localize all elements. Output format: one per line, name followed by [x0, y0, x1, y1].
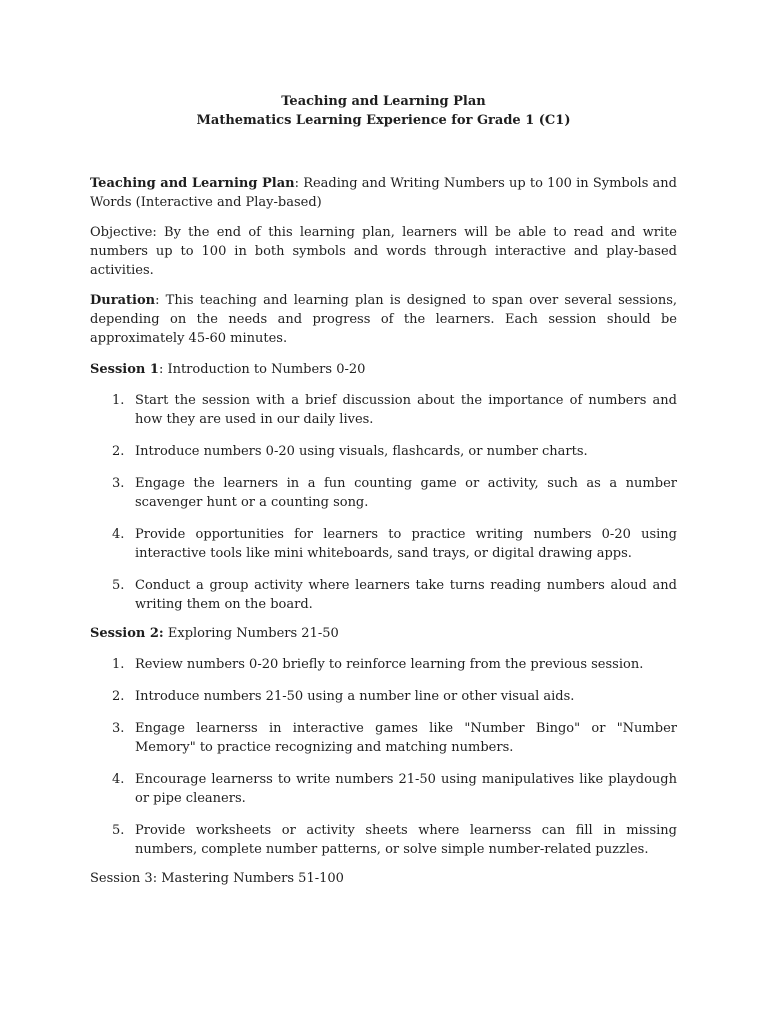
list-item-text: Start the session with a brief discussion about the importance of numbers and how they are used in our daily lives.	[135, 393, 677, 427]
list-item-text: Introduce numbers 21-50 using a number line or other visual aids.	[135, 689, 575, 704]
list-item-number: 1.	[112, 657, 125, 672]
list-item	[90, 655, 677, 674]
list-item	[90, 719, 677, 757]
document-title	[90, 92, 677, 130]
list-item	[90, 576, 677, 614]
document-page	[90, 92, 677, 888]
list-item	[90, 442, 677, 461]
list-item	[90, 770, 677, 808]
list-item-number: 4.	[112, 772, 125, 787]
session-1-heading	[90, 360, 677, 379]
session-1-label: Session 1	[90, 362, 159, 377]
session-1-title: : Introduction to Numbers 0-20	[158, 362, 366, 377]
list-item-text: Encourage learnerss to write numbers 21-50 using manipulatives like playdough or pipe cleaners.	[135, 772, 677, 806]
list-item-text: Engage the learners in a fun counting game or activity, such as a number scavenger hunt or a counting song.	[135, 476, 677, 510]
list-item-text: Provide opportunities for learners to practice writing numbers 0-20 using interactive tools like mini whiteboards, sand trays, or digital drawing apps.	[135, 527, 677, 561]
title-line-2: Mathematics Learning Experience for Grade 1 (C1)	[196, 113, 571, 128]
list-item-text: Engage learnerss in interactive games like "Number Bingo" or "Number Memory" to practice recognizing and matching numbers.	[135, 721, 677, 755]
session-2-title: Exploring Numbers 21-50	[163, 626, 339, 641]
list-item-number: 5.	[112, 578, 125, 593]
list-item	[90, 821, 677, 859]
session-2-label: Session 2:	[90, 626, 164, 641]
objective-paragraph: Objective: By the end of this learning plan, learners will be able to read and write numbers up to 100 in both symbols and words through interactive and play-based activities.	[90, 225, 677, 278]
intro-label: Teaching and Learning Plan	[90, 176, 295, 191]
session-1-list	[90, 391, 677, 614]
list-item-text: Introduce numbers 0-20 using visuals, flashcards, or number charts.	[135, 444, 588, 459]
list-item-number: 5.	[112, 823, 125, 838]
duration-label: Duration	[90, 293, 156, 308]
duration-text: : This teaching and learning plan is designed to span over several sessions, depending on the needs and progress of the learners. Each session should be approximately 45-60 minutes.	[90, 293, 677, 346]
list-item-number: 4.	[112, 527, 125, 542]
list-item-text: Conduct a group activity where learners take turns reading numbers aloud and writing them on the board.	[135, 578, 677, 612]
list-item-number: 2.	[112, 444, 125, 459]
session-2-heading	[90, 624, 677, 643]
intro-text: : Reading and Writing Numbers up to 100 in Symbols and Words (Interactive and Play-based)	[90, 176, 678, 210]
list-item	[90, 525, 677, 563]
title-line-1: Teaching and Learning Plan	[281, 94, 486, 109]
list-item	[90, 391, 677, 429]
list-item-number: 1.	[112, 393, 125, 408]
list-item-text: Review numbers 0-20 briefly to reinforce learning from the previous session.	[135, 657, 644, 672]
list-item-number: 2.	[112, 689, 125, 704]
list-item-number: 3.	[112, 721, 125, 736]
session-3-heading: Session 3: Mastering Numbers 51-100	[90, 871, 344, 886]
session-2-list	[90, 655, 677, 859]
duration-paragraph	[90, 291, 677, 348]
list-item	[90, 687, 677, 706]
list-item-number: 3.	[112, 476, 125, 491]
list-item-text: Provide worksheets or activity sheets where learnerss can fill in missing numbers, complete number patterns, or solve simple number-related puzzles.	[135, 823, 677, 857]
intro-paragraph	[90, 174, 677, 212]
list-item	[90, 474, 677, 512]
